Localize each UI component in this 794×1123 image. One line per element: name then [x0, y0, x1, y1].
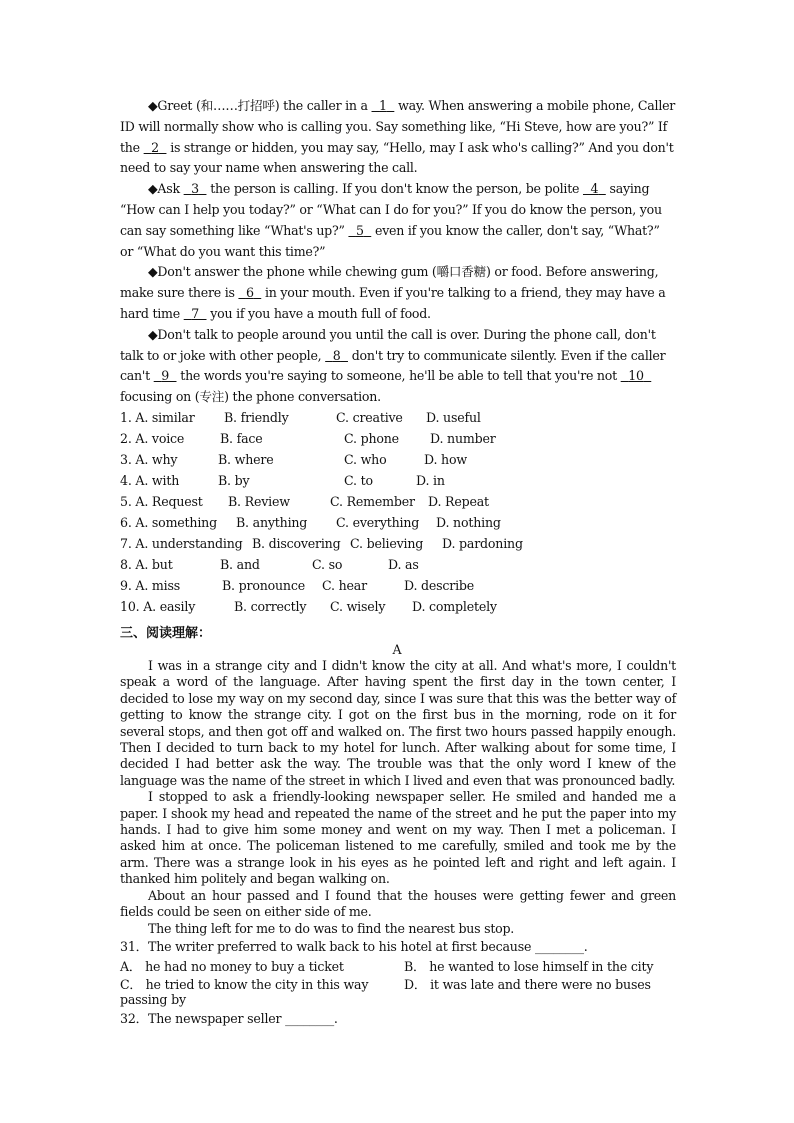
option-a: 9. A. miss — [120, 578, 181, 593]
option-a: 2. A. voice — [120, 431, 185, 446]
option-a: 8. A. but — [120, 557, 173, 572]
option-d: D. pardoning — [442, 536, 523, 551]
reading-paragraph-3: About an hour passed and I found that the houses were getting fewer and green fields could be seen on either side of me. — [120, 887, 676, 920]
option-c: C. phone — [344, 431, 399, 446]
option-c: C. creative — [336, 410, 403, 425]
option-b: B. face — [220, 431, 263, 446]
reading-paragraph-1: I was in a strange city and I didn't know the city at all. And what's more, I couldn't speak a word of the language. After having spent the first day in the town center, I decided to lose my way on my second day, since I was sure that this was the better way of getting to know the strange city. I got on the first bus in the morning, rode on it for several stops, and then got off and walked on. The first two hours passed happily enough. Then I decided to turn back to my hotel for lunch. After walking about for some time, I decided I had better ask the way. The trouble was that the only word I knew of the language was the name of the street in which I lived and even that was pronounced badly. — [120, 658, 676, 788]
option-row — [120, 557, 680, 578]
option-d: D. number — [430, 431, 496, 446]
option-a: 5. A. Request — [120, 494, 203, 509]
option-c: C. to — [344, 473, 373, 488]
question-32-stem: 32．The newspaper seller ________. — [120, 1011, 338, 1026]
option-c: C. believing — [350, 536, 424, 551]
reading-paragraph-2: I stopped to ask a friendly-looking newspaper seller. He smiled and handed me a paper. I shook my head and repeated the name of the street and he put the paper into my hands. I had to give him some money and went on my way. Then I met a policeman. I asked him at once. The policeman listened to me carefully, smiled and took me by the arm. There was a strange look in his eyes as he pointed left and right and left again. I thanked him politely and began walking on. — [120, 789, 676, 887]
blank-6: 6 — [245, 285, 254, 301]
option-c: C. everything — [336, 515, 420, 530]
reading-passage — [120, 658, 676, 937]
option-d: D. useful — [426, 410, 481, 425]
blank-5: 5 — [355, 222, 364, 238]
cloze-paragraph-1: ◆Greet (和……打招呼) the caller in a 1 way. When answering a mobile phone, Caller ID will normally show who is calling you. Say something like, “Hi Steve, how are you?” If the 2 is strange or hidden, you may say, “Hello, may I ask who's calling?” And you don't need to say your name when answering the call. — [120, 98, 676, 176]
reading-paragraph-4: The thing left for me to do was to find the nearest bus stop. — [148, 920, 515, 936]
blank-8: 8 — [332, 347, 341, 363]
option-row — [120, 452, 680, 473]
option-b: B. correctly — [234, 599, 307, 614]
option-row — [120, 536, 680, 557]
section-heading: 三、阅读理解： — [120, 626, 212, 641]
blank-3: 3 — [191, 181, 199, 197]
option-b: B. pronounce — [222, 578, 305, 593]
option-a: 4. A. with — [120, 473, 180, 488]
option-b: B. by — [218, 473, 250, 488]
option-d: D. completely — [412, 599, 497, 614]
blank-4: 4 — [590, 181, 599, 197]
option-c: C. hear — [322, 578, 367, 593]
cloze-paragraph-3: ◆Don't answer the phone while chewing gum (嚼口香糖) or food. Before answering, make sure there is 6 in your mouth. Even if you're talking to a friend, they may have a hard time 7 you if you have a mouth full of food. — [120, 264, 666, 321]
question-31-choice-d: D． it was late and there were no buses — [404, 977, 651, 992]
option-d: D. in — [416, 473, 445, 488]
passage-label: A — [392, 642, 402, 657]
option-row — [120, 494, 680, 515]
option-a: 7. A. understanding — [120, 536, 243, 551]
question-31-choice-d-continued: passing by — [120, 992, 186, 1007]
option-a: 10. A. easily — [120, 599, 196, 614]
option-c: C. wisely — [330, 599, 386, 614]
option-a: 6. A. something — [120, 515, 217, 530]
option-d: D. how — [424, 452, 467, 467]
question-31-choice-a: A． he had no money to buy a ticket — [120, 959, 344, 974]
option-row — [120, 515, 680, 536]
option-b: B. friendly — [224, 410, 289, 425]
option-d: D. nothing — [436, 515, 501, 530]
blank-9: 9 — [161, 368, 169, 384]
question-31-choice-b: B． he wanted to lose himself in the city — [404, 959, 654, 974]
option-d: D. as — [388, 557, 419, 572]
blank-10: 10 — [628, 368, 644, 384]
question-31-stem: 31．The writer preferred to walk back to his hotel at first because ________. — [120, 939, 588, 954]
option-b: B. discovering — [252, 536, 341, 551]
cloze-paragraph-4: ◆Don't talk to people around you until the call is over. During the phone call, don't talk to or joke with other people, 8 don't try to communicate silently. Even if the caller can't 9 the words you're saying to someone, he'll be able to tell that you're not 10 focusing on (专注) the phone conversation. — [120, 326, 666, 405]
cloze-passage — [120, 96, 676, 408]
option-a: 1. A. similar — [120, 410, 195, 425]
option-row — [120, 473, 680, 494]
blank-1: 1 — [379, 98, 387, 113]
blank-7: 7 — [191, 305, 199, 321]
cloze-paragraph-2: ◆Ask 3 the person is calling. If you don't know the person, be polite 4 saying “How can I help you today?” or “What can I do for you?” If you do know the person, you can say something like “What's up?” 5 even if you know the caller, don't say, “What?” or “What do you want this time?” — [120, 181, 662, 259]
option-c: C. Remember — [330, 494, 415, 509]
option-row — [120, 431, 680, 452]
option-b: B. Review — [228, 494, 290, 509]
option-c: C. so — [312, 557, 343, 572]
option-b: B. anything — [236, 515, 308, 530]
option-d: D. describe — [404, 578, 475, 593]
option-d: D. Repeat — [428, 494, 489, 509]
option-row — [120, 410, 680, 431]
blank-2: 2 — [151, 139, 159, 155]
question-31-choice-c: C． he tried to know the city in this way — [120, 977, 369, 992]
option-b: B. where — [218, 452, 274, 467]
option-c: C. who — [344, 452, 387, 467]
option-row — [120, 599, 680, 620]
option-b: B. and — [220, 557, 260, 572]
option-a: 3. A. why — [120, 452, 178, 467]
option-row — [120, 578, 680, 599]
